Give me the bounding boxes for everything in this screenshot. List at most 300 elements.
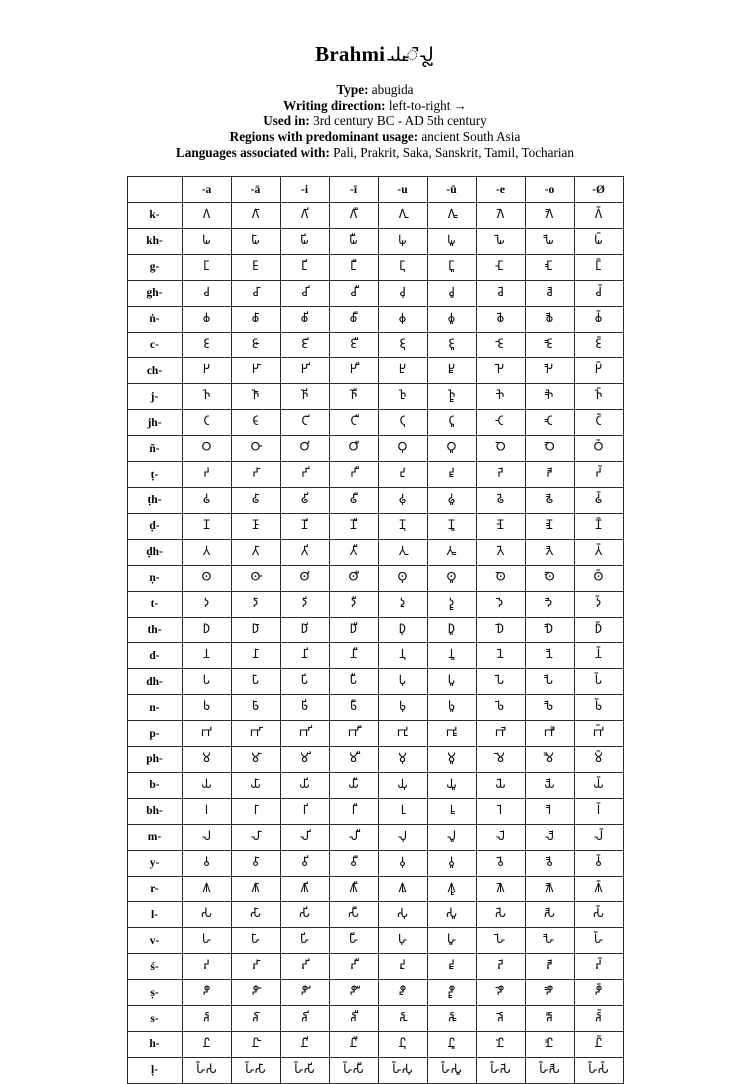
syllable-glyph: 𑀪𑀸: [249, 725, 262, 741]
syllable-glyph-cell: [525, 591, 574, 617]
syllable-glyph: 𑀕𑀸: [251, 207, 260, 222]
syllable-glyph: 𑀦𑀻: [350, 647, 357, 663]
syllable-glyph-cell: [476, 798, 525, 824]
syllable-glyph: 𑀞𑁆: [593, 440, 604, 456]
vowel-column-header: -ū: [427, 177, 476, 203]
syllable-glyph-cell: [378, 850, 427, 876]
syllable-glyph-cell: [427, 436, 476, 462]
syllable-glyph-cell: [476, 695, 525, 721]
vowel-column-header: -ā: [231, 177, 280, 203]
syllable-glyph-cell: [574, 928, 623, 954]
syllable-glyph: 𑀶: [203, 1010, 210, 1026]
consonant-row-label: s-: [127, 1006, 182, 1032]
syllable-glyph-cell: [280, 332, 329, 358]
syllable-glyph-cell: [182, 721, 231, 747]
syllable-glyph: 𑀣𑁃: [543, 569, 556, 585]
syllable-glyph-cell: [476, 513, 525, 539]
syllable-glyph-cell: [329, 772, 378, 798]
syllable-glyph: 𑀷: [202, 1036, 211, 1051]
syllable-glyph-cell: [182, 436, 231, 462]
syllable-glyph-cell: [231, 695, 280, 721]
syllable-glyph-cell: [280, 228, 329, 254]
syllable-glyph-cell: [231, 513, 280, 539]
syllable-glyph-cell: [427, 462, 476, 488]
table-row: [127, 669, 623, 695]
syllable-glyph: 𑀦: [203, 647, 210, 663]
syllable-glyph-cell: [378, 1006, 427, 1032]
syllable-glyph-cell: [280, 462, 329, 488]
syllable-glyph-cell: [476, 721, 525, 747]
syllable-glyph-cell: [574, 280, 623, 306]
syllable-glyph: 𑀖𑁂: [495, 232, 506, 248]
syllable-glyph: 𑀦𑀽: [448, 647, 455, 663]
syllable-glyph-cell: [476, 876, 525, 902]
table-header-row: [127, 177, 623, 203]
syllable-glyph: 𑀗𑁆: [595, 258, 602, 274]
consonant-row-label: t-: [127, 591, 182, 617]
metadata-block: [0, 82, 750, 160]
syllable-glyph: 𑀶𑀸: [252, 1010, 259, 1026]
syllable-glyph-cell: [182, 410, 231, 436]
syllable-glyph-cell: [378, 772, 427, 798]
consonant-row-label: j-: [127, 384, 182, 410]
syllable-glyph: 𑀥𑀻: [349, 621, 358, 637]
syllable-glyph: 𑀚𑁆: [595, 336, 602, 352]
consonant-row-label: ṇ-: [127, 565, 182, 591]
syllable-glyph: 𑀤𑁂: [497, 595, 504, 611]
syllable-glyph: 𑀵𑀽: [447, 984, 456, 1000]
syllable-glyph-cell: [525, 876, 574, 902]
syllable-glyph-cell: [329, 747, 378, 773]
syllable-glyph: 𑀭𑁂: [498, 802, 503, 818]
syllable-glyph-cell: [378, 513, 427, 539]
syllable-glyph: 𑀯𑀸: [252, 854, 259, 870]
consonant-row-label: dh-: [127, 669, 182, 695]
syllable-glyph: 𑀳: [201, 932, 212, 948]
syllable-glyph-cell: [378, 280, 427, 306]
syllable-glyph-cell: [476, 824, 525, 850]
syllable-glyph-cell: [427, 487, 476, 513]
syllable-glyph-cell: [182, 306, 231, 332]
syllable-glyph: 𑀪𑁆: [592, 725, 605, 741]
syllable-glyph-cell: [574, 850, 623, 876]
syllable-glyph: 𑀳𑀻: [348, 932, 359, 948]
syllable-glyph-cell: [574, 1057, 623, 1083]
syllable-glyph: 𑀠𑁃: [545, 491, 554, 507]
syllable-glyph-cell: [476, 591, 525, 617]
table-row: [127, 721, 623, 747]
table-row: [127, 591, 623, 617]
syllable-glyph-cell: [329, 462, 378, 488]
syllable-glyph-cell: [182, 747, 231, 773]
syllable-glyph-cell: [476, 850, 525, 876]
syllable-glyph: 𑀶𑁆: [595, 1010, 602, 1026]
syllable-glyph: 𑀲𑁂: [494, 906, 507, 922]
syllable-glyph-cell: [378, 876, 427, 902]
syllable-glyph: 𑀭𑀺: [302, 802, 307, 818]
syllable-glyph-cell: [476, 772, 525, 798]
syllable-glyph-cell: [525, 669, 574, 695]
syllable-glyph: 𑀣𑁂: [494, 569, 507, 585]
syllable-glyph-cell: [427, 410, 476, 436]
syllable-glyph: 𑀠: [202, 491, 211, 507]
syllable-glyph: 𑀕𑀼: [398, 207, 407, 222]
syllable-glyph-cell: [378, 358, 427, 384]
syllable-glyph: 𑀳𑀺: [299, 932, 310, 948]
syllable-glyph: 𑀘: [202, 284, 211, 300]
syllable-glyph: 𑀧𑁂: [496, 673, 505, 689]
syllable-glyph-cell: [182, 565, 231, 591]
syllable-glyph-cell: [427, 513, 476, 539]
syllable-glyph: 𑀝𑀽: [448, 414, 455, 430]
vowel-column-header: -Ø: [574, 177, 623, 203]
vowel-column-header: -o: [525, 177, 574, 203]
syllable-glyph-cell: [574, 643, 623, 669]
syllable-glyph: 𑀞𑀸: [250, 440, 261, 456]
syllable-glyph: 𑀳𑁆: [593, 932, 604, 948]
syllable-glyph: 𑀜𑀼: [398, 388, 407, 404]
syllable-glyph: 𑀳𑁆𑀲𑀼: [392, 1061, 413, 1077]
syllable-glyph: 𑀴: [203, 958, 210, 974]
syllable-glyph-cell: [329, 228, 378, 254]
syllable-glyph-cell: [280, 1057, 329, 1083]
syllable-glyph-cell: [231, 539, 280, 565]
syllable-glyph: 𑀵𑀸: [251, 984, 260, 1000]
syllable-glyph: 𑀫𑀸: [250, 751, 261, 767]
syllable-glyph-cell: [182, 643, 231, 669]
syllable-glyph: 𑀳𑀽: [446, 932, 457, 948]
syllable-glyph-cell: [280, 203, 329, 229]
syllable-table-container: [0, 176, 750, 1084]
syllable-glyph: 𑀥𑀸: [251, 621, 260, 637]
syllable-glyph-cell: [427, 772, 476, 798]
syllable-glyph-cell: [231, 980, 280, 1006]
syllable-glyph-cell: [427, 669, 476, 695]
syllable-glyph-cell: [574, 384, 623, 410]
syllable-glyph-cell: [231, 669, 280, 695]
syllable-glyph: 𑀥𑁆: [594, 621, 603, 637]
metadata-label-used-in: Used in:: [263, 113, 310, 129]
syllable-glyph: 𑀦𑁂: [497, 647, 504, 663]
syllable-glyph: 𑀨𑁂: [496, 699, 505, 715]
syllable-glyph: 𑀰𑀻: [349, 880, 358, 896]
syllable-glyph-cell: [378, 332, 427, 358]
syllable-glyph-cell: [378, 902, 427, 928]
syllable-glyph: 𑀨𑁆: [594, 699, 603, 715]
syllable-glyph: 𑀰𑀸: [251, 880, 260, 896]
syllable-glyph: 𑀙𑁂: [496, 310, 505, 326]
syllable-glyph-cell: [574, 902, 623, 928]
syllable-glyph-cell: [525, 203, 574, 229]
syllable-glyph-cell: [378, 824, 427, 850]
syllable-glyph-cell: [525, 358, 574, 384]
syllable-glyph-cell: [329, 436, 378, 462]
consonant-row-label: r-: [127, 876, 182, 902]
syllable-glyph-cell: [574, 410, 623, 436]
syllable-glyph: 𑀣𑀻: [348, 569, 359, 585]
syllable-glyph: 𑀮: [201, 828, 212, 844]
syllable-glyph: 𑀭: [204, 802, 209, 818]
table-row: [127, 928, 623, 954]
syllable-glyph-cell: [574, 306, 623, 332]
syllable-glyph: 𑀪𑀼: [396, 725, 409, 741]
table-row: [127, 462, 623, 488]
syllable-glyph: 𑀴𑀸: [252, 958, 259, 974]
syllable-glyph-cell: [378, 1032, 427, 1058]
syllable-glyph: 𑀶𑀽: [448, 1010, 455, 1026]
syllable-glyph-cell: [182, 617, 231, 643]
syllable-glyph: 𑀧𑀽: [447, 673, 456, 689]
consonant-row-label: n-: [127, 695, 182, 721]
syllable-glyph-cell: [427, 228, 476, 254]
syllable-glyph: 𑀲: [200, 906, 213, 922]
syllable-glyph-cell: [525, 254, 574, 280]
syllable-glyph-cell: [280, 254, 329, 280]
syllable-glyph: 𑀢𑀻: [349, 543, 358, 559]
syllable-glyph: 𑀦𑀸: [252, 647, 259, 663]
syllable-glyph: 𑀲𑀻: [347, 906, 360, 922]
syllable-glyph-cell: [329, 1032, 378, 1058]
syllable-glyph-cell: [280, 747, 329, 773]
syllable-glyph-cell: [574, 617, 623, 643]
syllable-glyph: 𑀛: [202, 362, 211, 378]
syllable-glyph: 𑀶𑀺: [301, 1010, 308, 1026]
table-row: [127, 980, 623, 1006]
syllable-glyph-cell: [182, 332, 231, 358]
syllable-glyph: 𑀯𑁂: [497, 854, 504, 870]
syllable-glyph: 𑀫: [201, 751, 212, 767]
syllable-glyph-cell: [574, 228, 623, 254]
table-row: [127, 643, 623, 669]
syllable-glyph-cell: [280, 902, 329, 928]
table-row: [127, 436, 623, 462]
syllable-glyph-cell: [182, 772, 231, 798]
metadata-value-used-in: 3rd century BC - AD 5th century: [313, 113, 487, 129]
syllable-glyph: 𑀬𑁆: [593, 776, 604, 792]
syllable-glyph: 𑀤𑀼: [399, 595, 406, 611]
syllable-glyph-cell: [525, 384, 574, 410]
syllable-glyph: 𑀛𑁃: [545, 362, 554, 378]
syllable-glyph: 𑀜𑀺: [300, 388, 309, 404]
syllable-glyph-cell: [378, 1057, 427, 1083]
syllable-glyph-cell: [574, 954, 623, 980]
syllable-glyph-cell: [574, 798, 623, 824]
syllable-glyph-cell: [525, 617, 574, 643]
syllable-glyph: 𑀴𑀺: [301, 958, 308, 974]
syllable-glyph-cell: [525, 410, 574, 436]
syllable-glyph: 𑀢𑀺: [300, 543, 309, 559]
syllable-glyph: 𑀮𑀻: [348, 828, 359, 844]
syllable-glyph: 𑀝𑀺: [301, 414, 308, 430]
syllable-glyph: 𑀧𑀼: [398, 673, 407, 689]
syllable-glyph: 𑀘𑀽: [447, 284, 456, 300]
syllable-glyph: 𑀮𑁆: [593, 828, 604, 844]
syllable-glyph-cell: [280, 306, 329, 332]
syllable-glyph: 𑀛𑀺: [300, 362, 309, 378]
consonant-row-label: g-: [127, 254, 182, 280]
consonant-row-label: ṣ-: [127, 980, 182, 1006]
syllable-glyph-cell: [476, 565, 525, 591]
syllable-glyph-cell: [231, 928, 280, 954]
syllable-glyph: 𑀭𑀸: [253, 802, 258, 818]
syllable-glyph: 𑀥𑀼: [398, 621, 407, 637]
syllable-glyph: 𑀝𑁃: [546, 414, 553, 430]
syllable-glyph: 𑀳𑁆𑀲𑀸: [245, 1061, 266, 1077]
syllable-glyph: 𑀜𑁂: [496, 388, 505, 404]
syllable-glyph-cell: [231, 410, 280, 436]
syllable-glyph-cell: [182, 462, 231, 488]
syllable-glyph-cell: [427, 695, 476, 721]
syllable-glyph-cell: [280, 358, 329, 384]
vowel-column-header: -u: [378, 177, 427, 203]
syllable-glyph-cell: [182, 203, 231, 229]
syllable-glyph: 𑀝𑀻: [350, 414, 357, 430]
syllable-glyph: 𑀡𑁂: [497, 517, 504, 533]
syllable-glyph-cell: [231, 280, 280, 306]
syllable-glyph: 𑀫𑀽: [446, 751, 457, 767]
syllable-glyph-cell: [525, 462, 574, 488]
syllable-glyph-cell: [280, 928, 329, 954]
syllable-glyph: 𑀢𑀽: [446, 543, 457, 559]
consonant-row-label: kh-: [127, 228, 182, 254]
consonant-row-label: h-: [127, 1032, 182, 1058]
syllable-glyph: 𑀚: [203, 336, 210, 352]
syllable-glyph: 𑀳𑁆𑀲𑁂: [490, 1061, 511, 1077]
syllable-glyph: 𑀚𑀼: [399, 336, 406, 352]
table-row: [127, 695, 623, 721]
syllable-glyph: 𑀤𑀻: [350, 595, 357, 611]
syllable-glyph: 𑀢𑀸: [251, 543, 260, 559]
syllable-glyph: 𑀘𑀺: [300, 284, 309, 300]
syllable-glyph-cell: [280, 980, 329, 1006]
syllable-glyph: 𑀦𑁃: [546, 647, 553, 663]
syllable-glyph: 𑀧𑁆: [594, 673, 603, 689]
page-title: [0, 42, 750, 66]
syllable-glyph-cell: [231, 747, 280, 773]
syllable-glyph-cell: [427, 824, 476, 850]
syllable-glyph: 𑀵𑁆: [594, 984, 603, 1000]
syllable-glyph: 𑀲𑀺: [298, 906, 311, 922]
syllable-glyph-cell: [329, 824, 378, 850]
metadata-value-type: abugida: [371, 82, 414, 98]
syllable-glyph: 𑀦𑁆: [595, 647, 602, 663]
syllable-glyph-cell: [476, 928, 525, 954]
syllable-glyph-cell: [280, 876, 329, 902]
table-row: [127, 487, 623, 513]
syllable-glyph-cell: [525, 565, 574, 591]
syllable-glyph-cell: [574, 747, 623, 773]
brahmi-syllable-table: [127, 176, 624, 1084]
syllable-glyph: 𑀠𑀽: [447, 491, 456, 507]
syllable-glyph: 𑀥𑀺: [300, 621, 309, 637]
syllable-glyph: 𑀘𑀸: [251, 284, 260, 300]
syllable-glyph: 𑀨: [202, 699, 211, 715]
syllable-glyph: 𑀮𑀺: [299, 828, 310, 844]
syllable-glyph: 𑀷𑀼: [398, 1036, 407, 1051]
syllable-glyph-cell: [378, 436, 427, 462]
syllable-glyph-cell: [574, 695, 623, 721]
syllable-glyph: 𑀤𑀺: [301, 595, 308, 611]
syllable-glyph-cell: [378, 669, 427, 695]
syllable-glyph: 𑀳𑁃: [544, 932, 555, 948]
syllable-glyph: 𑀟𑀺: [301, 466, 308, 482]
syllable-glyph-cell: [378, 617, 427, 643]
syllable-glyph: 𑀘𑁆: [594, 284, 603, 300]
syllable-glyph: 𑀷𑀺: [300, 1036, 309, 1051]
syllable-glyph-cell: [574, 332, 623, 358]
syllable-glyph-cell: [427, 306, 476, 332]
syllable-glyph-cell: [231, 254, 280, 280]
table-row: [127, 565, 623, 591]
syllable-glyph: 𑀕𑁃: [545, 207, 554, 222]
syllable-glyph: 𑀝𑁆: [595, 414, 602, 430]
syllable-glyph: 𑀳𑁆𑀲𑀻: [343, 1061, 364, 1077]
metadata-row-type: [0, 82, 750, 98]
syllable-glyph-cell: [280, 721, 329, 747]
syllable-glyph: 𑀨𑀻: [349, 699, 358, 715]
syllable-glyph: 𑀤𑀸: [252, 595, 259, 611]
syllable-glyph-cell: [329, 902, 378, 928]
syllable-glyph: 𑀬𑀼: [397, 776, 408, 792]
page-title-native-script: 𑀬𑀾𑀹𑀿𑀮𑁀: [390, 42, 435, 66]
syllable-glyph: 𑀷𑀻: [349, 1036, 358, 1051]
syllable-glyph: 𑀪𑀻: [347, 725, 360, 741]
consonant-row-label: ch-: [127, 358, 182, 384]
syllable-glyph: 𑀘𑁂: [496, 284, 505, 300]
syllable-glyph: 𑀳𑀼: [397, 932, 408, 948]
vowel-column-header: -a: [182, 177, 231, 203]
syllable-glyph-cell: [231, 228, 280, 254]
consonant-row-label: ṅ-: [127, 306, 182, 332]
syllable-glyph: 𑀬𑀽: [446, 776, 457, 792]
syllable-glyph-cell: [231, 591, 280, 617]
syllable-glyph-cell: [231, 1006, 280, 1032]
syllable-glyph-cell: [427, 643, 476, 669]
syllable-glyph-cell: [378, 695, 427, 721]
syllable-glyph: 𑀭𑁆: [596, 802, 601, 818]
syllable-glyph: 𑀛𑀻: [349, 362, 358, 378]
syllable-glyph: 𑀘𑁃: [545, 284, 554, 300]
syllable-glyph: 𑀗: [203, 258, 210, 274]
syllable-glyph-cell: [427, 980, 476, 1006]
syllable-glyph-cell: [574, 358, 623, 384]
syllable-glyph-cell: [329, 721, 378, 747]
syllable-glyph-cell: [476, 539, 525, 565]
table-row: [127, 1057, 623, 1083]
syllable-glyph: 𑀚𑁃: [546, 336, 553, 352]
syllable-glyph: 𑀫𑀼: [397, 751, 408, 767]
syllable-glyph: 𑀖𑀽: [446, 232, 457, 248]
syllable-glyph: 𑀲𑁆: [592, 906, 605, 922]
consonant-row-label: ḍh-: [127, 539, 182, 565]
syllable-glyph: 𑀕𑀻: [349, 207, 358, 222]
syllable-glyph-cell: [525, 928, 574, 954]
syllable-glyph: 𑀗𑁃: [546, 258, 553, 274]
syllable-glyph: 𑀡𑀼: [399, 517, 406, 533]
syllable-glyph-cell: [231, 617, 280, 643]
syllable-glyph: 𑀨𑁃: [545, 699, 554, 715]
syllable-glyph: 𑀖𑁆: [593, 232, 604, 248]
syllable-glyph-cell: [476, 203, 525, 229]
syllable-glyph: 𑀵𑀼: [398, 984, 407, 1000]
syllable-glyph-cell: [329, 487, 378, 513]
syllable-glyph-cell: [231, 798, 280, 824]
syllable-glyph: 𑀞: [201, 440, 212, 456]
syllable-glyph-cell: [182, 850, 231, 876]
syllable-glyph: 𑀝𑁂: [497, 414, 504, 430]
consonant-row-label: v-: [127, 928, 182, 954]
table-row: [127, 772, 623, 798]
